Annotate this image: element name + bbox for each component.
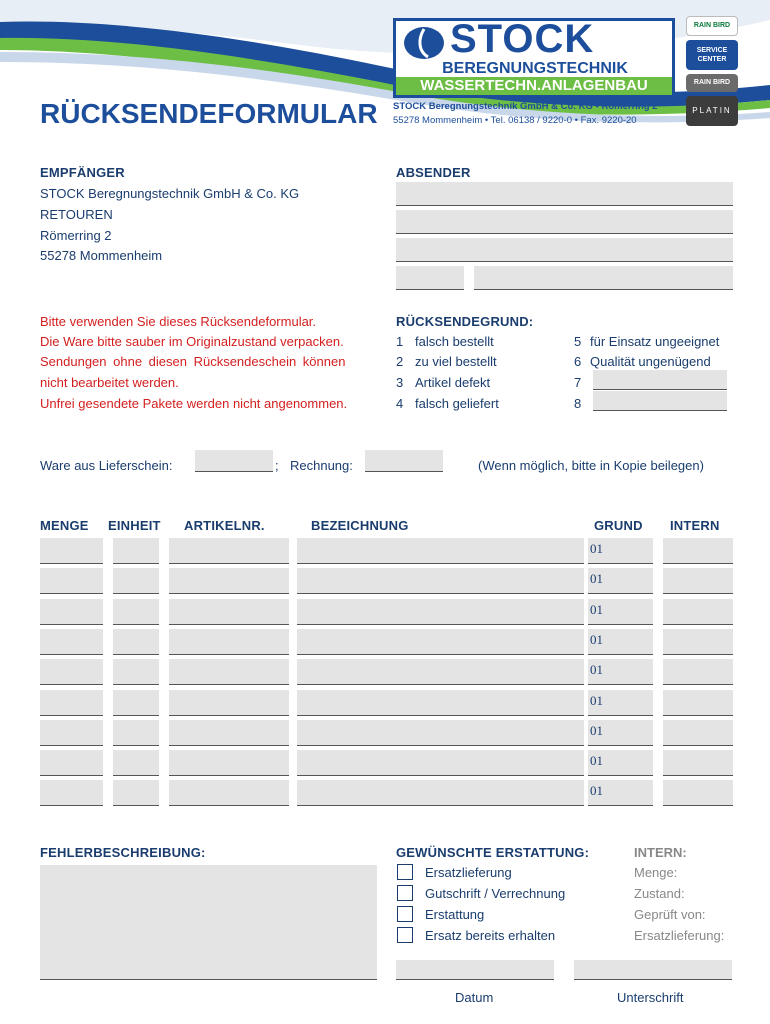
grund-value: 01 bbox=[590, 541, 603, 556]
lieferschein-label: Ware aus Lieferschein: bbox=[40, 458, 173, 473]
datum-label: Datum bbox=[455, 990, 494, 1005]
reason-num: 1 bbox=[396, 334, 404, 349]
rechnung-field[interactable] bbox=[365, 450, 443, 472]
company-address-line1: STOCK Beregnungstechnik GmbH & Co. KG • Römerring 2 bbox=[393, 101, 658, 112]
rainbird-badge: RAIN BIRD bbox=[686, 16, 738, 36]
col-header-bezeichnung: BEZEICHNUNG bbox=[311, 518, 409, 533]
einheit-cell[interactable] bbox=[113, 599, 159, 625]
sender-zip-field[interactable] bbox=[396, 266, 464, 290]
copy-note: (Wenn möglich, bitte in Kopie beilegen) bbox=[478, 458, 704, 473]
stock-logo bbox=[393, 18, 675, 98]
logo-line1: BEREGNUNGSTECHNIK bbox=[442, 60, 628, 77]
intern-heading: INTERN: bbox=[634, 845, 687, 860]
recipient-line: RETOUREN bbox=[40, 207, 113, 222]
reason-label: Artikel defekt bbox=[415, 375, 491, 390]
einheit-cell[interactable] bbox=[113, 750, 159, 776]
artikelnr-cell[interactable] bbox=[169, 720, 289, 746]
intern-field-label: Geprüft von: bbox=[634, 907, 706, 922]
intern-cell[interactable] bbox=[663, 720, 733, 746]
platin-badge: PLATIN bbox=[686, 96, 738, 126]
reason-num: 8 bbox=[574, 396, 582, 411]
bezeichnung-cell[interactable] bbox=[297, 629, 584, 655]
col-header-artikelnr: ARTIKELNR. bbox=[184, 518, 265, 533]
artikelnr-cell[interactable] bbox=[169, 599, 289, 625]
einheit-cell[interactable] bbox=[113, 629, 159, 655]
intern-field-label: Ersatzlieferung: bbox=[634, 928, 725, 943]
col-header-grund: GRUND bbox=[594, 518, 643, 533]
reason-7-field[interactable] bbox=[593, 370, 727, 390]
lieferschein-field[interactable] bbox=[195, 450, 273, 472]
bezeichnung-cell[interactable] bbox=[297, 538, 584, 564]
erstattung-heading: GEWÜNSCHTE ERSTATTUNG: bbox=[396, 845, 590, 860]
menge-cell[interactable] bbox=[40, 599, 103, 625]
intern-field-label: Menge: bbox=[634, 865, 678, 880]
intern-cell[interactable] bbox=[663, 568, 733, 594]
grund-value: 01 bbox=[590, 662, 603, 677]
artikelnr-cell[interactable] bbox=[169, 538, 289, 564]
notice-line: Bitte verwenden Sie dieses Rücksendeformular. bbox=[40, 314, 317, 329]
notice-line: Sendungen ohne diesen Rücksendeschein können bbox=[40, 354, 346, 369]
bezeichnung-cell[interactable] bbox=[297, 720, 584, 746]
sender-heading: ABSENDER bbox=[396, 165, 471, 180]
grund-value: 01 bbox=[590, 753, 603, 768]
intern-cell[interactable] bbox=[663, 599, 733, 625]
intern-cell[interactable] bbox=[663, 538, 733, 564]
artikelnr-cell[interactable] bbox=[169, 750, 289, 776]
artikelnr-cell[interactable] bbox=[169, 629, 289, 655]
intern-cell[interactable] bbox=[663, 629, 733, 655]
recipient-line: 55278 Mommenheim bbox=[40, 248, 163, 263]
einheit-cell[interactable] bbox=[113, 538, 159, 564]
reason-num: 6 bbox=[574, 354, 582, 369]
einheit-cell[interactable] bbox=[113, 659, 159, 685]
intern-cell[interactable] bbox=[663, 690, 733, 716]
menge-cell[interactable] bbox=[40, 538, 103, 564]
menge-cell[interactable] bbox=[40, 690, 103, 716]
menge-cell[interactable] bbox=[40, 750, 103, 776]
grund-value: 01 bbox=[590, 723, 603, 738]
datum-field[interactable] bbox=[396, 960, 554, 980]
intern-cell[interactable] bbox=[663, 750, 733, 776]
notice-line: Die Ware bitte sauber im Originalzustand verpacken. bbox=[40, 334, 344, 349]
reason-label: Qualität ungenügend bbox=[590, 354, 711, 369]
reason-label: zu viel bestellt bbox=[415, 354, 497, 369]
menge-cell[interactable] bbox=[40, 568, 103, 594]
artikelnr-cell[interactable] bbox=[169, 690, 289, 716]
unterschrift-field[interactable] bbox=[574, 960, 732, 980]
reason-num: 4 bbox=[396, 396, 404, 411]
fehler-heading: FEHLERBESCHREIBUNG: bbox=[40, 845, 206, 860]
bezeichnung-cell[interactable] bbox=[297, 690, 584, 716]
grund-value: 01 bbox=[590, 571, 603, 586]
menge-cell[interactable] bbox=[40, 659, 103, 685]
menge-cell[interactable] bbox=[40, 720, 103, 746]
bezeichnung-cell[interactable] bbox=[297, 750, 584, 776]
reasons-heading: RÜCKSENDEGRUND: bbox=[396, 314, 534, 329]
checkbox-gutschrift[interactable] bbox=[397, 885, 413, 901]
reason-label: falsch geliefert bbox=[415, 396, 499, 411]
reason-8-field[interactable] bbox=[593, 391, 727, 411]
einheit-cell[interactable] bbox=[113, 568, 159, 594]
bezeichnung-cell[interactable] bbox=[297, 568, 584, 594]
reason-num: 2 bbox=[396, 354, 404, 369]
bezeichnung-cell[interactable] bbox=[297, 599, 584, 625]
sender-street-field[interactable] bbox=[396, 210, 733, 234]
recipient-heading: EMPFÄNGER bbox=[40, 165, 125, 180]
drop-icon bbox=[402, 25, 446, 61]
menge-cell[interactable] bbox=[40, 629, 103, 655]
col-header-einheit: EINHEIT bbox=[108, 518, 161, 533]
logo-main-text: STOCK bbox=[450, 17, 595, 61]
reason-label: für Einsatz ungeeignet bbox=[590, 334, 720, 349]
einheit-cell[interactable] bbox=[113, 780, 159, 806]
notice-line: nicht bearbeitet werden. bbox=[40, 375, 179, 390]
erstattung-option: Gutschrift / Verrechnung bbox=[425, 886, 566, 901]
checkbox-ersatz-erhalten[interactable] bbox=[397, 927, 413, 943]
logo-line2: WASSERTECHN.ANLAGENBAU bbox=[396, 77, 672, 95]
page-title: RÜCKSENDEFORMULAR bbox=[40, 98, 378, 129]
erstattung-option: Ersatzlieferung bbox=[425, 865, 512, 880]
artikelnr-cell[interactable] bbox=[169, 568, 289, 594]
reason-num: 3 bbox=[396, 375, 404, 390]
intern-field-label: Zustand: bbox=[634, 886, 685, 901]
sender-city-field[interactable] bbox=[474, 266, 733, 290]
grund-value: 01 bbox=[590, 693, 603, 708]
intern-cell[interactable] bbox=[663, 780, 733, 806]
reason-label: falsch bestellt bbox=[415, 334, 494, 349]
service-center-badge: SERVICE CENTER bbox=[686, 40, 738, 70]
erstattung-option: Erstattung bbox=[425, 907, 485, 922]
fehler-textarea[interactable] bbox=[40, 865, 377, 980]
erstattung-option: Ersatz bereits erhalten bbox=[425, 928, 556, 943]
sender-extra-field[interactable] bbox=[396, 238, 733, 262]
reason-num: 5 bbox=[574, 334, 582, 349]
bezeichnung-cell[interactable] bbox=[297, 780, 584, 806]
recipient-line: STOCK Beregnungstechnik GmbH & Co. KG bbox=[40, 186, 300, 201]
einheit-cell[interactable] bbox=[113, 690, 159, 716]
checkbox-ersatzlieferung[interactable] bbox=[397, 864, 413, 880]
menge-cell[interactable] bbox=[40, 780, 103, 806]
bezeichnung-cell[interactable] bbox=[297, 659, 584, 685]
separator: ; bbox=[275, 458, 279, 473]
company-address-line2: 55278 Mommenheim • Tel. 06138 / 9220-0 • Fax. 9220-20 bbox=[393, 115, 637, 126]
rainbird-badge-2: RAIN BIRD bbox=[686, 74, 738, 92]
col-header-menge: MENGE bbox=[40, 518, 89, 533]
artikelnr-cell[interactable] bbox=[169, 780, 289, 806]
recipient-line: Römerring 2 bbox=[40, 228, 112, 243]
einheit-cell[interactable] bbox=[113, 720, 159, 746]
reason-num: 7 bbox=[574, 375, 582, 390]
checkbox-erstattung[interactable] bbox=[397, 906, 413, 922]
col-header-intern: INTERN bbox=[670, 518, 720, 533]
intern-cell[interactable] bbox=[663, 659, 733, 685]
notice-line: Unfrei gesendete Pakete werden nicht angenommen. bbox=[40, 396, 348, 411]
artikelnr-cell[interactable] bbox=[169, 659, 289, 685]
unterschrift-label: Unterschrift bbox=[617, 990, 684, 1005]
grund-value: 01 bbox=[590, 602, 603, 617]
grund-value: 01 bbox=[590, 783, 603, 798]
sender-name-field[interactable] bbox=[396, 182, 733, 206]
grund-value: 01 bbox=[590, 632, 603, 647]
rechnung-label: Rechnung: bbox=[290, 458, 353, 473]
